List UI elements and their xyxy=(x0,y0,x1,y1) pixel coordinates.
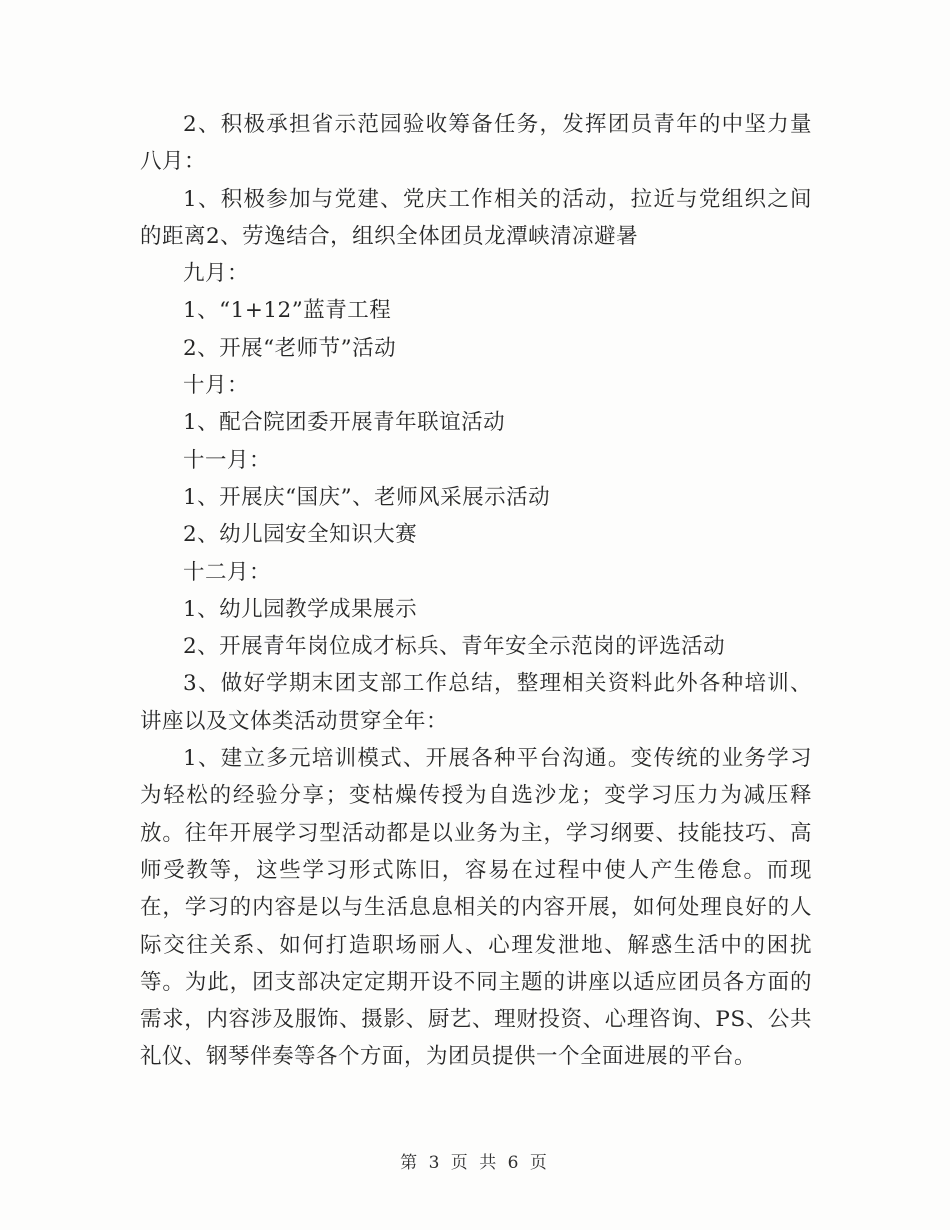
document-body xyxy=(140,106,812,1076)
paragraph: 2、开展“老师节”活动 xyxy=(183,335,397,361)
paragraph: 1、开展庆“国庆”、老师风采展示活动 xyxy=(183,484,551,510)
paragraph: 十月： xyxy=(183,373,250,399)
paragraph: 1、积极参加与党建、党庆工作相关的活动，拉近与党组织之间的距离2、劳逸结合，组织全体团员龙潭峡清凉避暑 xyxy=(140,186,812,249)
paragraph: 十一月： xyxy=(183,447,272,473)
page-footer xyxy=(0,1148,950,1173)
paragraph: 1、建立多元培训模式、开展各种平台沟通。变传统的业务学习为轻松的经验分享；变枯燥传授为自选沙龙；变学习压力为减压释放。往年开展学习型活动都是以业务为主，学习纲要、技能技巧、高师受教等，这些学习形式陈旧，容易在过程中使人产生倦怠。而现在，学习的内容是以与生活息息相关的内容开展，如何处理良好的人际交往关系、如何打造职场丽人、心理发泄地、解惑生活中的困扰等。为此，团支部决定定期开设不同主题的讲座以适应团员各方面的需求，内容涉及服饰、摄影、厨艺、理财投资、心理咨询、PS、公共礼仪、钢琴伴奏等各个方面，为团员提供一个全面进展的平台。 xyxy=(140,746,812,1070)
paragraph: 2、幼儿园安全知识大赛 xyxy=(183,522,418,548)
paragraph: 3、做好学期末团支部工作总结，整理相关资料此外各种培训、讲座以及文体类活动贯穿全年： xyxy=(140,671,812,734)
page-number-label: 第 3 页 共 6 页 xyxy=(400,1153,550,1173)
paragraph: 1、配合院团委开展青年联谊活动 xyxy=(183,410,506,436)
paragraph: 1、幼儿园教学成果展示 xyxy=(183,596,418,622)
paragraph: 十二月： xyxy=(183,559,272,585)
paragraph: 2、开展青年岗位成才标兵、青年安全示范岗的评选活动 xyxy=(183,634,726,660)
paragraph: 2、积极承担省示范园验收筹备任务，发挥团员青年的中坚力量八月： xyxy=(140,112,812,175)
paragraph: 1、“1+12”蓝青工程 xyxy=(183,298,392,324)
paragraph: 九月： xyxy=(183,261,250,287)
